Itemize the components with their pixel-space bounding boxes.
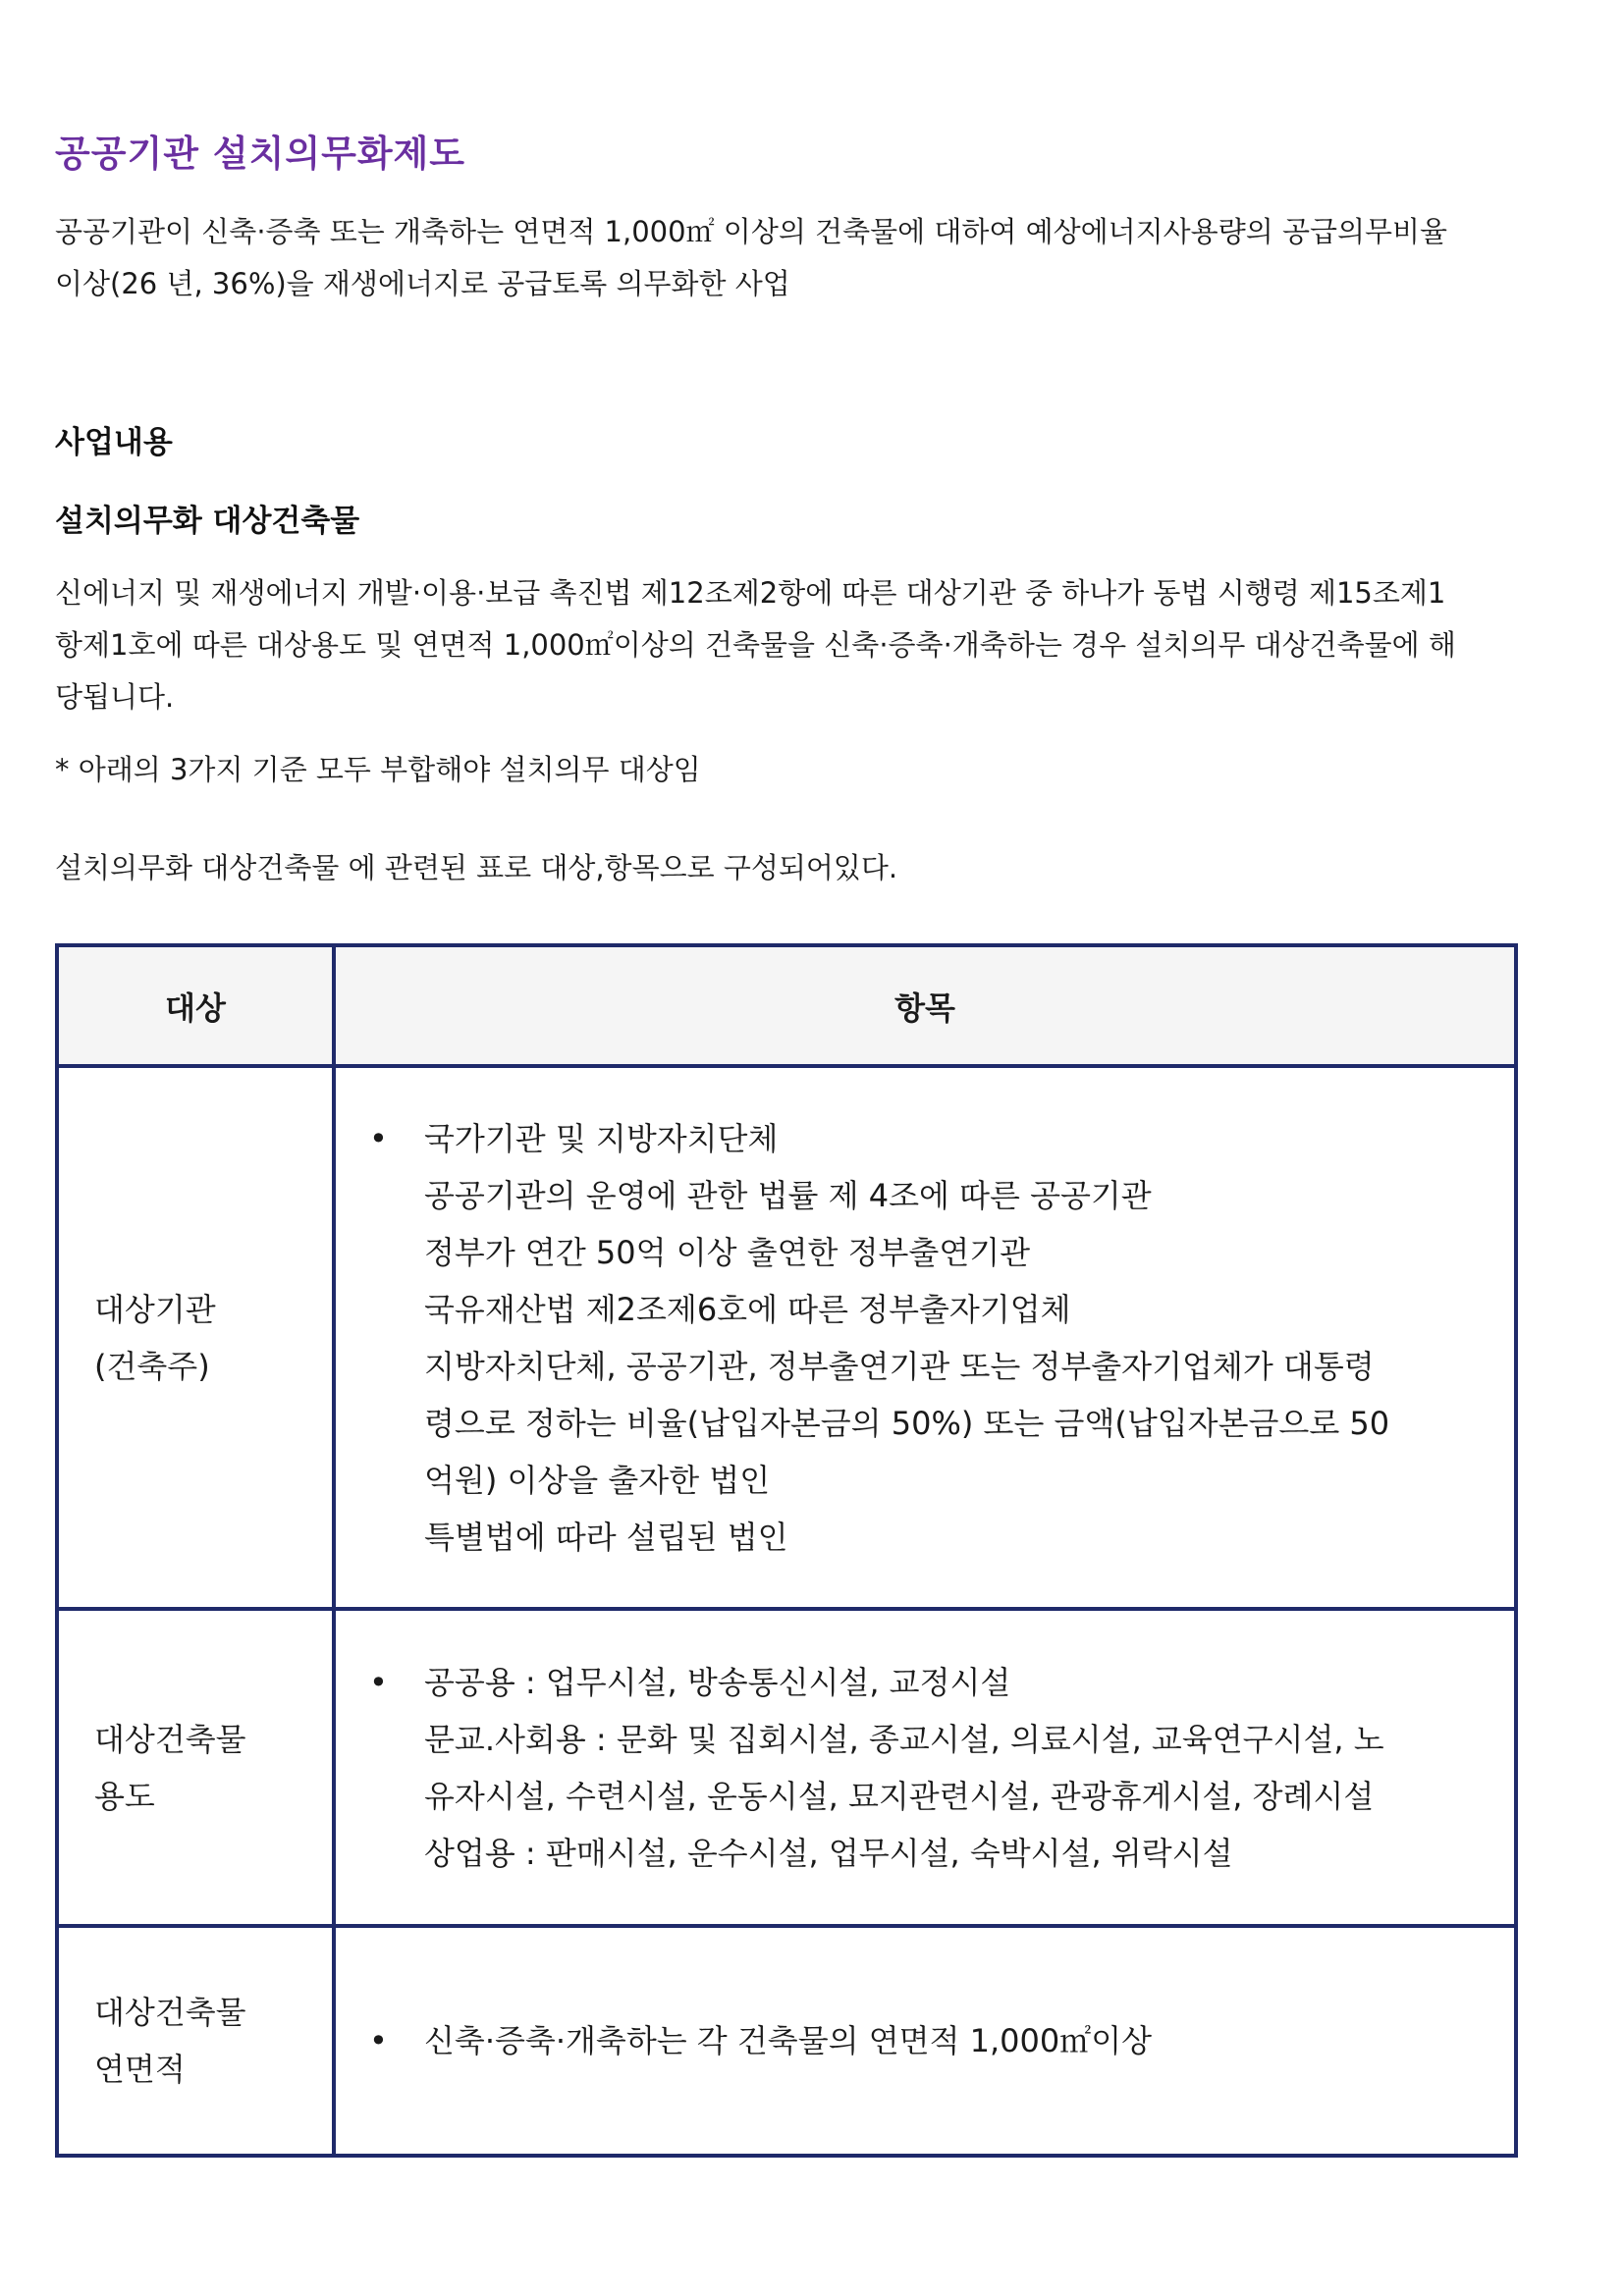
target-text: 대상건축물	[94, 1720, 246, 1758]
list-item: 문교.사회용 : 문화 및 집회시설, 종교시설, 의료시설, 교육연구시설, 노	[424, 1720, 1384, 1758]
header-items: 항목	[334, 945, 1516, 1066]
target-text: 대상건축물	[94, 1994, 246, 2031]
bullet-icon: •	[369, 1663, 388, 1701]
items-cell	[334, 1066, 1516, 1609]
table-row	[57, 1926, 1516, 2156]
list-item: 유자시설, 수련시설, 운동시설, 묘지관련시설, 관광휴게시설, 장례시설	[424, 1777, 1375, 1815]
bullet-list	[369, 2012, 1475, 2069]
items-cell	[334, 1609, 1516, 1926]
page-title: 공공기관 설치의무화제도	[55, 133, 466, 175]
bullet-list	[369, 1110, 1475, 1566]
sub-heading: 설치의무화 대상건축물	[55, 504, 360, 539]
list-item: 정부가 연간 50억 이상 출연한 정부출연기관	[424, 1233, 1031, 1271]
description-line: 신에너지 및 재생에너지 개발·이용·보급 촉진법 제12조제2항에 따른 대상기관 중 하나가 동법 시행령 제15조제1	[55, 576, 1446, 610]
criteria-table	[55, 943, 1518, 2158]
section-heading: 사업내용	[55, 425, 173, 460]
list-item: 국가기관 및 지방자치단체	[424, 1119, 779, 1157]
bullet-icon: •	[369, 1119, 388, 1157]
list-item: 령으로 정하는 비율(납입자본금의 50%) 또는 금액(납입자본금으로 50	[424, 1404, 1390, 1442]
list-item: 상업용 : 판매시설, 운수시설, 업무시설, 숙박시설, 위락시설	[424, 1834, 1233, 1872]
items-cell	[334, 1926, 1516, 2156]
list-item: 공공기관의 운영에 관한 법률 제 4조에 따른 공공기관	[424, 1176, 1152, 1214]
target-cell	[57, 1066, 334, 1609]
list-item: 국유재산법 제2조제6호에 따른 정부출자기업체	[424, 1290, 1071, 1328]
list-item: 공공용 : 업무시설, 방송통신시설, 교정시설	[424, 1663, 1011, 1701]
list-item: 신축·증축·개축하는 각 건축물의 연면적 1,000㎡이상	[424, 2022, 1153, 2059]
note-text: * 아래의 3가지 기준 모두 부합해야 설치의무 대상임	[55, 753, 701, 786]
intro-paragraph	[55, 206, 1587, 310]
intro-line: 이상(26 년, 36%)을 재생에너지로 공급토록 의무화한 사업	[55, 267, 790, 300]
table-row	[57, 1066, 1516, 1609]
header-target: 대상	[57, 945, 334, 1066]
bullet-icon: •	[369, 2022, 388, 2059]
target-text: (건축주)	[94, 1347, 210, 1385]
list-item: 지방자치단체, 공공기관, 정부출연기관 또는 정부출자기업체가 대통령	[424, 1347, 1375, 1385]
target-text: 용도	[94, 1777, 155, 1815]
target-text: 대상기관	[94, 1290, 216, 1328]
list-item: 억원) 이상을 출자한 법인	[424, 1461, 771, 1499]
list-item: 특별법에 따라 설립된 법인	[424, 1518, 788, 1556]
target-cell	[57, 1926, 334, 2156]
target-cell	[57, 1609, 334, 1926]
table-row	[57, 1609, 1516, 1926]
intro-line: 공공기관이 신축·증축 또는 개축하는 연면적 1,000㎡ 이상의 건축물에 대하여 예상에너지사용량의 공급의무비율	[55, 215, 1448, 248]
description-line: 당됩니다.	[55, 680, 175, 714]
target-text: 연면적	[94, 2051, 186, 2088]
table-caption: 설치의무화 대상건축물 에 관련된 표로 대상,항목으로 구성되어있다.	[55, 851, 898, 884]
bullet-list	[369, 1654, 1475, 1882]
description-line: 항제1호에 따른 대상용도 및 연면적 1,000㎡이상의 건축물을 신축·증축·개축하는 경우 설치의무 대상건축물에 해	[55, 628, 1456, 662]
table-header-row	[57, 945, 1516, 1066]
description-paragraph	[55, 567, 1587, 723]
